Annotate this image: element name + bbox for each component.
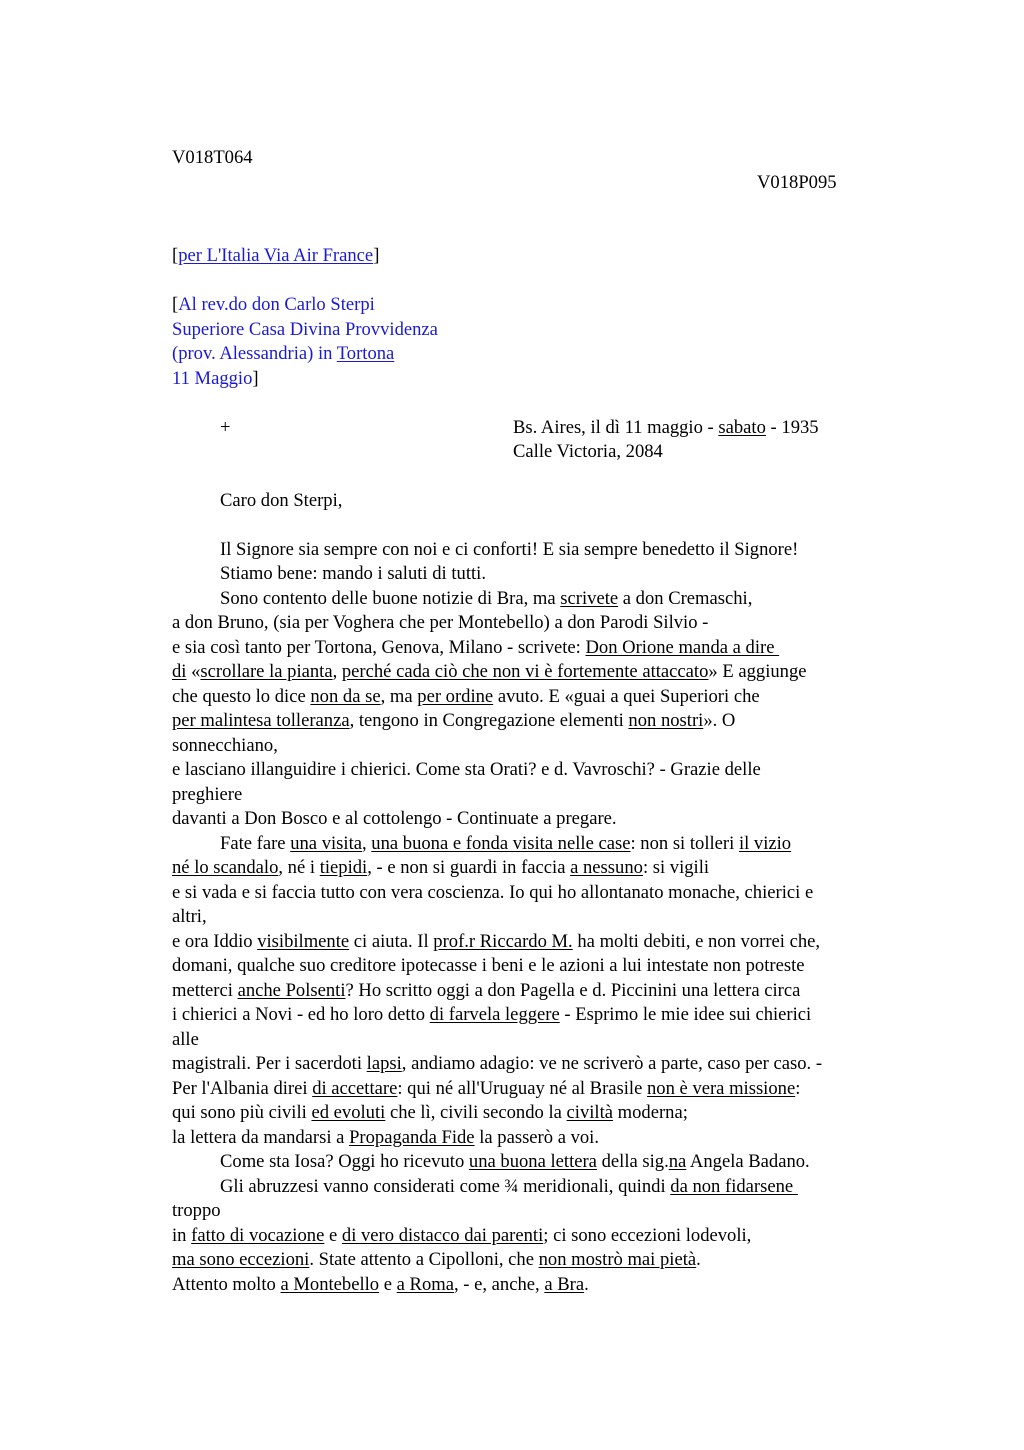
dateline-year: - 1935 (765, 417, 819, 438)
body-line: altri, (172, 906, 207, 927)
text: e sia così tanto per Tortona, Genova, Milano - scrivete: (172, 637, 586, 658)
text: , (361, 833, 372, 854)
envelope-note (172, 244, 379, 269)
body-line (172, 685, 760, 710)
underlined-text: non mostrò mai pietà (538, 1249, 697, 1270)
body-line: e si vada e si faccia tutto con vera coscienza. Io qui ho allontanato monache, chierici e (172, 882, 814, 903)
text: , né i (278, 857, 320, 878)
underlined-text: scrollare la pianta (200, 661, 333, 682)
text: , - e non si guardi in faccia (367, 857, 571, 878)
text: : qui né all'Uruguay né al Brasile (397, 1078, 647, 1099)
underlined-text: civiltà (566, 1102, 614, 1123)
text: Sono contento delle buone notizie di Bra, ma (220, 588, 561, 609)
body-line: Stiamo bene: mando i saluti di tutti. (220, 563, 486, 584)
underlined-text: non da se (310, 686, 381, 707)
salutation: Caro don Sterpi, (220, 490, 343, 511)
text: i chierici a Novi - ed ho loro detto (172, 1004, 430, 1025)
text: Attento molto (172, 1274, 281, 1295)
underlined-text: lapsi (366, 1053, 402, 1074)
body-line (172, 660, 807, 685)
dateline-place (513, 416, 819, 441)
underlined-text: per ordine (417, 686, 494, 707)
body-line (172, 1224, 751, 1249)
underlined-text: il vizio (738, 833, 792, 854)
underlined-text: da non fidarsene (670, 1176, 798, 1197)
dateline-street: Calle Victoria, 2084 (513, 441, 663, 462)
text: ». O (703, 710, 736, 731)
text: che questo lo dice (172, 686, 311, 707)
underlined-text: Propaganda Fide (349, 1127, 475, 1148)
address-line (172, 293, 375, 318)
address-city: Tortona (336, 343, 395, 364)
text: a don Cremaschi, (618, 588, 753, 609)
body-line (172, 636, 779, 661)
text: . State attento a Cipolloni, che (309, 1249, 539, 1270)
underlined-text: tiepidi (319, 857, 368, 878)
underlined-text: non nostri (628, 710, 704, 731)
text: della sig. (596, 1151, 669, 1172)
underlined-text: ma sono eccezioni (172, 1249, 310, 1270)
airmail-note: per L'Italia Via Air France (178, 245, 374, 266)
body-line (172, 1003, 811, 1028)
cross-sign: + (220, 417, 231, 438)
address-province: (prov. Alessandria) in (172, 343, 337, 364)
underlined-text: a Roma (396, 1274, 454, 1295)
archive-code-left: V018T064 (172, 147, 253, 168)
underlined-text: visibilmente (257, 931, 350, 952)
body-line: Il Signore sia sempre con noi e ci conforti! E sia sempre benedetto il Signore! (220, 539, 799, 560)
underlined-text: fatto di vocazione (191, 1225, 325, 1246)
text: la lettera da mandarsi a (172, 1127, 350, 1148)
text: , - e, anche, (453, 1274, 545, 1295)
underlined-text: na (668, 1151, 687, 1172)
archive-code-right: V018P095 (757, 172, 837, 193)
underlined-text: prof.r Riccardo M. (433, 931, 573, 952)
underlined-text: per malintesa tolleranza (172, 710, 350, 731)
underlined-text: di farvela leggere (429, 1004, 560, 1025)
body-line (172, 1052, 822, 1077)
text: che lì, civili secondo la (385, 1102, 567, 1123)
text: avuto. E «guai a quei Superiori che (493, 686, 760, 707)
text: . (584, 1274, 589, 1295)
body-line (172, 1101, 688, 1126)
text: , (332, 661, 342, 682)
body-line (172, 930, 820, 955)
address-recipient: Al rev.do don Carlo Sterpi (178, 294, 375, 315)
body-line: sonnecchiano, (172, 735, 278, 756)
body-line: domani, qualche suo creditore ipotecasse i beni e le azioni a lui intestate non potreste (172, 955, 805, 976)
text: Per l'Albania direi (172, 1078, 313, 1099)
bracket: [ (172, 294, 179, 315)
body-line (220, 1175, 798, 1200)
text: ci aiuta. Il (349, 931, 434, 952)
text: - Esprimo le mie idee sui chierici (559, 1004, 812, 1025)
underlined-text: una buona e fonda visita nelle case (371, 833, 631, 854)
bracket: [ (172, 245, 179, 266)
text: , ma (380, 686, 418, 707)
underlined-text: ed evoluti (311, 1102, 386, 1123)
text: . (696, 1249, 701, 1270)
bracket: ] (373, 245, 380, 266)
underlined-text: Don Orione manda a dire (585, 637, 780, 658)
body-line: e lasciano illanguidire i chierici. Come sta Orati? e d. Vavroschi? - Grazie delle (172, 759, 761, 780)
underlined-text: di accettare (312, 1078, 398, 1099)
dateline-weekday: sabato (718, 417, 766, 438)
body-line: alle (172, 1029, 199, 1050)
address-line (172, 342, 394, 367)
text: » E aggiunge (708, 661, 807, 682)
underlined-text: una buona lettera (468, 1151, 597, 1172)
bracket: ] (252, 368, 259, 389)
text: moderna; (613, 1102, 688, 1123)
text: in (172, 1225, 192, 1246)
text: ha molti debiti, e non vorrei che, (572, 931, 821, 952)
underlined-text: anche Polsenti (237, 980, 346, 1001)
body-line (172, 709, 735, 734)
text: ; ci sono eccezioni lodevoli, (543, 1225, 752, 1246)
text: e (379, 1274, 397, 1295)
underlined-text: una visita (290, 833, 362, 854)
body-line (172, 1248, 701, 1273)
address-line (172, 367, 259, 392)
body-line (220, 1150, 810, 1175)
text: Come sta Iosa? Oggi ho ricevuto (220, 1151, 469, 1172)
body-line (172, 1273, 589, 1298)
underlined-text: non è vera missione (647, 1078, 796, 1099)
address-date: 11 Maggio (172, 368, 253, 389)
text: « (186, 661, 201, 682)
text: qui sono più civili (172, 1102, 312, 1123)
text: : si vigili (642, 857, 710, 878)
underlined-text: a nessuno (570, 857, 643, 878)
body-line: troppo (172, 1200, 221, 1221)
underlined-text: a Montebello (280, 1274, 380, 1295)
body-line: davanti a Don Bosco e al cottolengo - Continuate a pregare. (172, 808, 617, 829)
body-line (220, 587, 752, 612)
text: la passerò a voi. (474, 1127, 599, 1148)
text: : non si tolleri (630, 833, 739, 854)
underlined-text: perché cada ciò che non vi è fortemente attaccato (341, 661, 709, 682)
text: Gli abruzzesi vanno considerati come ¾ meridionali, quindi (220, 1176, 671, 1197)
text: , andiamo adagio: ve ne scriverò a parte, caso per caso. - (401, 1053, 823, 1074)
dateline-text: Bs. Aires, il dì 11 maggio - (513, 417, 719, 438)
address-line: Superiore Casa Divina Provvidenza (172, 319, 438, 340)
text: : (795, 1078, 801, 1099)
body-line (172, 856, 709, 881)
underlined-text: di vero distacco dai parenti (341, 1225, 544, 1246)
text: e (324, 1225, 342, 1246)
underlined-text: scrivete (560, 588, 619, 609)
body-line (172, 1126, 599, 1151)
text: e ora Iddio (172, 931, 258, 952)
text: , tengono in Congregazione elementi (349, 710, 629, 731)
text: ? Ho scritto oggi a don Pagella e d. Piccinini una lettera circa (345, 980, 801, 1001)
body-line: preghiere (172, 784, 243, 805)
underlined-text: né lo scandalo (172, 857, 279, 878)
underlined-text: di (172, 661, 187, 682)
body-line (172, 1077, 800, 1102)
text: magistrali. Per i sacerdoti (172, 1053, 367, 1074)
body-line: a don Bruno, (sia per Voghera che per Montebello) a don Parodi Silvio - (172, 612, 709, 633)
body-line (220, 832, 791, 857)
text: Fate fare (220, 833, 291, 854)
underlined-text: a Bra (544, 1274, 585, 1295)
body-line (172, 979, 800, 1004)
text: metterci (172, 980, 238, 1001)
text: Angela Badano. (686, 1151, 810, 1172)
